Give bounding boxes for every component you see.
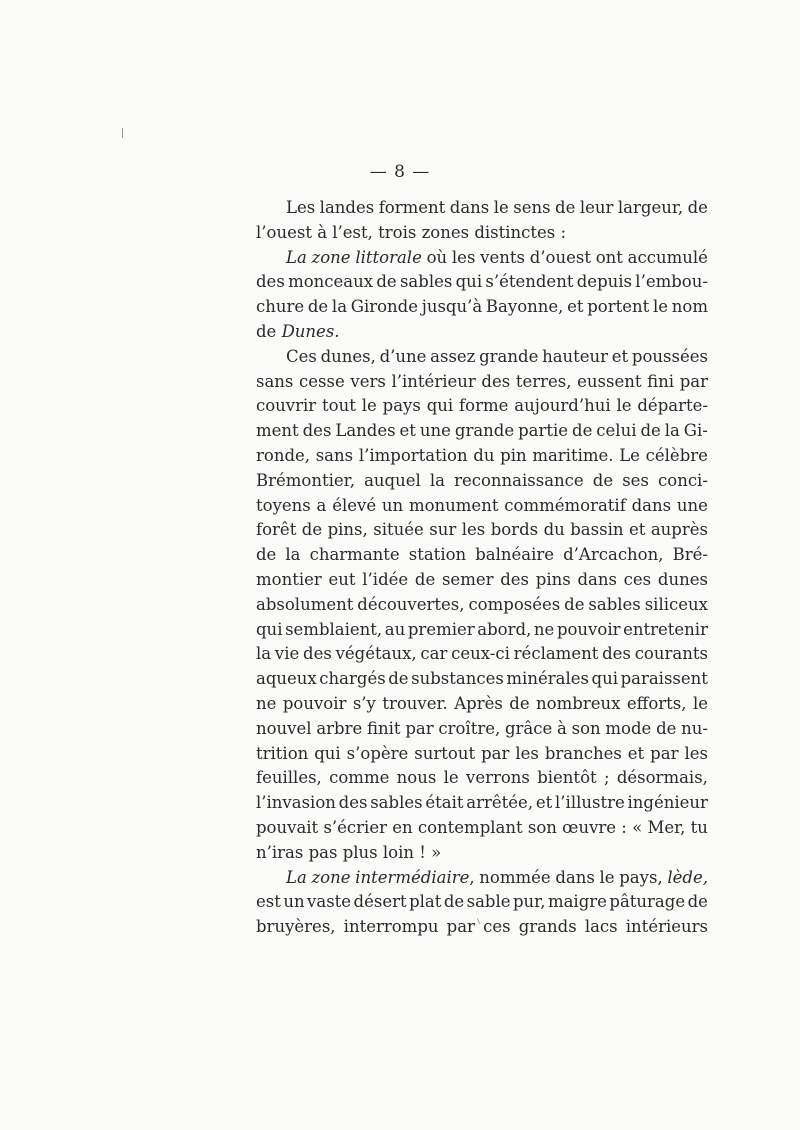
text-line: la vie des végétaux, car ceux-ci réclament des courants xyxy=(256,644,708,664)
text-line: montier eut l’idée de semer des pins dans ces dunes xyxy=(256,569,708,589)
text-line: ment des Landes et une grande partie de celui de la Gi- xyxy=(256,421,708,441)
text-line: absolument découvertes, composées de sables siliceux xyxy=(256,594,708,614)
text-line: pouvait s’écrier en contemplant son œuvre : « Mer, tu xyxy=(256,817,708,837)
text-line: de la charmante station balnéaire d’Arcachon, Bré- xyxy=(256,545,708,565)
text-line: nouvel arbre finit par croître, grâce à son mode de nu- xyxy=(256,718,708,738)
text-line: chure de la Gironde jusqu’à Bayonne, et portent le nom xyxy=(256,297,708,317)
text-line: trition qui s’opère surtout par les branches et par les xyxy=(256,743,708,763)
text-line: bruyères, interrompu par ces grands lacs intérieurs xyxy=(256,917,708,937)
text-line: aqueux chargés de substances minérales qui paraissent xyxy=(256,669,708,689)
text-line: Brémontier, auquel la reconnaissance de ses conci- xyxy=(256,470,708,490)
page-number: — 8 — xyxy=(369,162,431,182)
text-line: Ces dunes, d’une assez grande hauteur et poussées xyxy=(286,346,708,366)
text-line: feuilles, comme nous le verrons bientôt ; désormais, xyxy=(256,768,708,788)
text-line: n’iras pas plus loin ! » xyxy=(256,842,442,862)
text-line: l’ouest à l’est, trois zones distinctes : xyxy=(256,222,567,242)
text-line: forêt de pins, située sur les bords du bassin et auprès xyxy=(256,520,708,540)
body-text xyxy=(256,196,708,940)
text-line: La zone intermédiaire, nommée dans le pays, lède, xyxy=(286,867,708,887)
text-line: toyens a élevé un monument commémoratif dans une xyxy=(256,495,708,515)
text-line: La zone littorale où les vents d’ouest ont accumulé xyxy=(286,247,708,267)
text-line: des monceaux de sables qui s’étendent depuis l’embou- xyxy=(256,272,708,292)
text-line: est un vaste désert plat de sable pur, maigre pâturage de xyxy=(256,892,708,912)
text-line: de Dunes. xyxy=(256,321,340,341)
text-line: couvrir tout le pays qui forme aujourd’hui le départe- xyxy=(256,396,708,416)
text-line: sans cesse vers l’intérieur des terres, eussent fini par xyxy=(256,371,708,391)
text-line: Les landes forment dans le sens de leur largeur, de xyxy=(286,198,708,217)
text-line: l’invasion des sables était arrêtée, et l’illustre ingénieur xyxy=(256,793,708,813)
text-line: ronde, sans l’importation du pin maritime. Le célèbre xyxy=(256,445,708,465)
scan-mark xyxy=(122,128,123,138)
text-line: ne pouvoir s’y trouver. Après de nombreux efforts, le xyxy=(256,693,708,713)
text-line: qui semblaient, au premier abord, ne pouvoir entretenir xyxy=(256,619,708,639)
